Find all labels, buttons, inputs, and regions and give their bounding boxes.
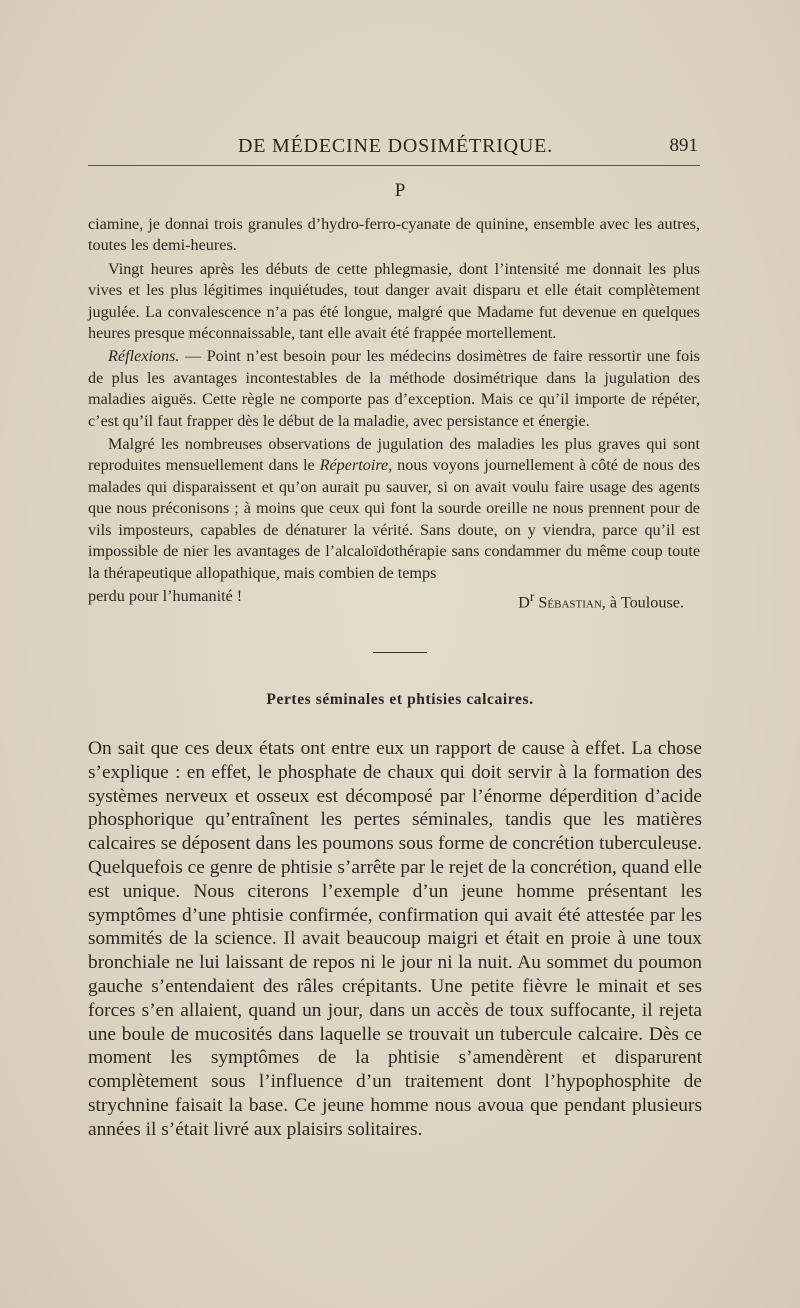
paragraph-text: Malgré les nombreuses observations de jugulation des maladies les plus graves qui sont reproduites mensuellement dans le xyxy=(88,435,700,475)
journal-title: Répertoire xyxy=(319,456,389,475)
section-title: Pertes séminales et phtisies calcaires. xyxy=(266,691,534,708)
author-place: , à Toulouse. xyxy=(601,593,684,612)
article-continuation xyxy=(88,214,700,616)
paragraph: Vingt heures après les débuts de cette phlegmasie, dont l’intensité me donnait les plus vives et les plus légitimes inquiétudes, tout danger avait disparu et elle était complètement jugulée. La convalescence n’a pas été longue, malgré que Madame fut devenue en quelques heures presque méconnaissable, tant elle avait été frappée mortellement. xyxy=(88,259,700,343)
signature-line xyxy=(88,586,700,614)
section-separator xyxy=(373,652,427,653)
paragraph-text: , nous voyons journellement à côté de nous des malades qui disparaissent et qu’on aurait pu sauver, si on avait voulu faire usage des agents que nous préconisons ; à moins que ceux qui font la sourde oreille ne nous prennent pour de vils imposteurs, capables de dénaturer la vérité. Sans doute, on y viendra, parce qu’il est impossible de nier les avantages de l’alcaloïdothérapie sans condammer du même coup toute la thérapeutique allopathique, mais combien de temps xyxy=(88,456,700,582)
page-header xyxy=(88,132,700,162)
signature-sup: r xyxy=(529,588,535,604)
closing-text: perdu pour l’humanité ! xyxy=(88,586,243,605)
paragraph: ciamine, je donnai trois granules d’hydro-ferro-cyanate de quinine, ensemble avec les autres, toutes les demi-heures. xyxy=(88,215,700,255)
author-signature xyxy=(518,586,684,614)
page-number: 891 xyxy=(669,135,698,156)
header-rule xyxy=(88,165,700,166)
reflexions-label: Réflexions. xyxy=(108,347,180,366)
author-name: Sébastian xyxy=(538,593,602,612)
paragraph xyxy=(88,434,700,584)
signature-mark: P xyxy=(394,180,406,201)
running-title: DE MÉDECINE DOSIMÉTRIQUE. xyxy=(238,135,553,157)
reflexions-paragraph xyxy=(88,346,700,432)
paragraph: On sait que ces deux états ont entre eux un rapport de cause à effet. La chose s’explique : en effet, le phosphate de chaux qui doit servir à la formation des systèmes nerveux et osseux est décomposé par l’énorme déperdition d’acide phosphorique qu’entraînent les pertes séminales, tandis que les matières calcaires se déposent dans les poumons sous forme de concrétion tuberculeuse. Quelquefois ce genre de phtisie s’arrête par le rejet de la concrétion, quand elle est unique. Nous citerons l’exemple d’un jeune homme présentant les symptômes d’une phtisie confirmée, confirmation qui avait été attestée par les sommités de la science. Il avait beaucoup maigri et était en proie à une toux bronchiale ne lui laissant de repos ni le jour ni la nuit. Au sommet du poumon gauche s’entendaient des râles crépitants. Une petite fièvre le minait et ses forces s’en allaient, quand un jour, dans un accès de toux suffocante, il rejeta une boule de mucosités dans laquelle se trouvait un tubercule calcaire. Dès ce moment les symptômes de la phtisie s’amendèrent et disparurent complètement sous l’influence d’un traitement dont l’hypophosphite de strychnine faisait la base. Ce jeune homme nous avoua que pendant plusieurs années il s’était livré aux plaisirs solitaires. xyxy=(88,738,702,1140)
article-body xyxy=(88,737,702,1142)
reflexions-text: — Point n’est besoin pour les médecins dosimètres de faire ressortir une fois de plus les avantages incontestables de la méthode dosimétrique dans la jugulation des maladies aiguës. Cette règle ne comporte pas d’exception. Mais ce qu’il importe de répéter, c’est qu’il faut frapper dès le début de la maladie, avec persistance et énergie. xyxy=(88,347,700,430)
signature-prefix: D xyxy=(518,593,530,612)
